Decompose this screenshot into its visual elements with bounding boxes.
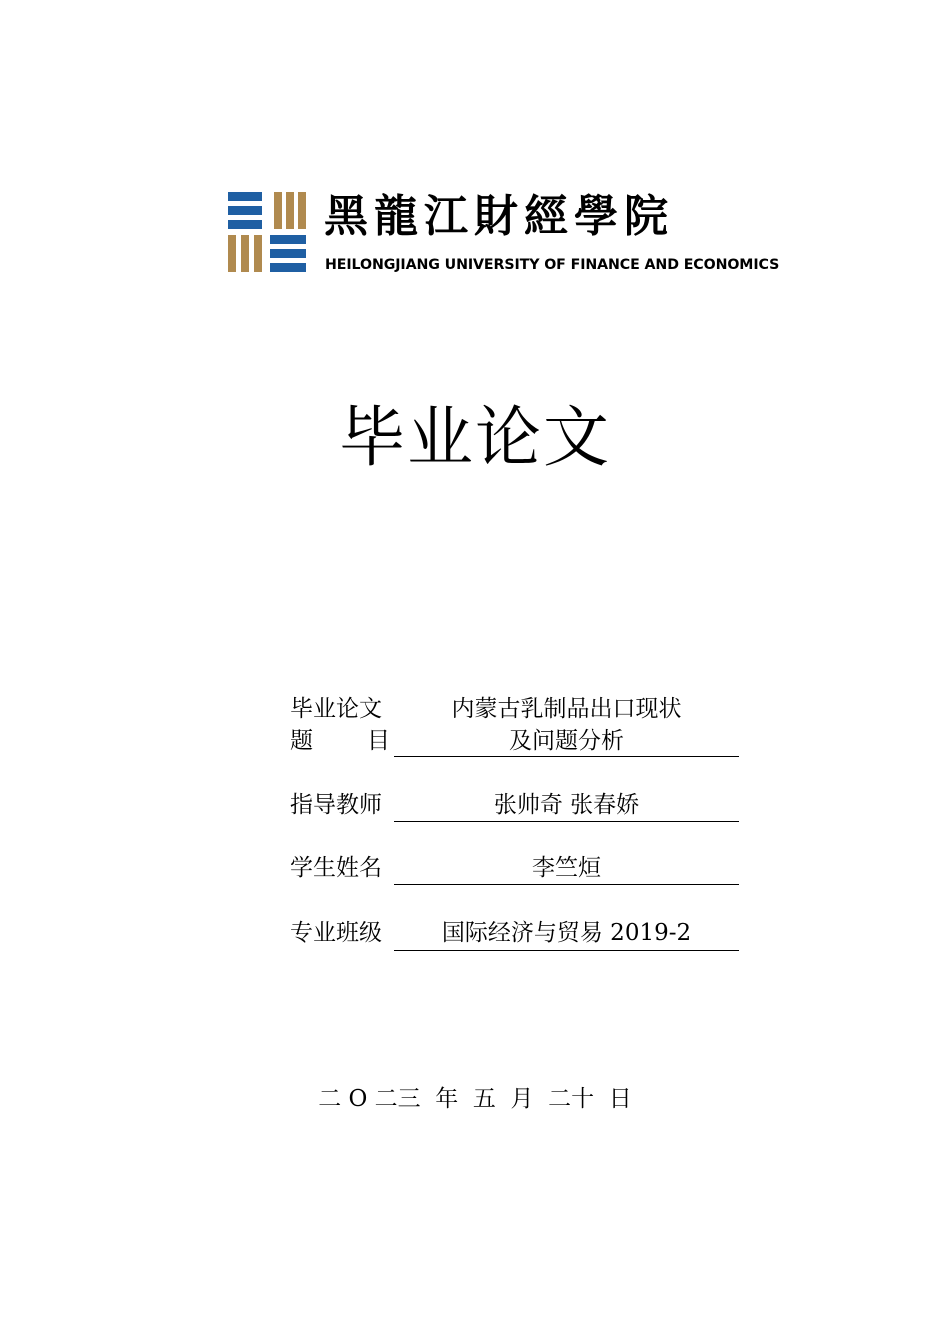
university-name-en: HEILONGJIANG UNIVERSITY OF FINANCE AND ECONOMICS <box>325 257 780 273</box>
thesis-title-underline <box>394 756 739 757</box>
advisor-value-box <box>394 790 739 822</box>
advisor-field <box>290 790 740 822</box>
student-underline <box>394 884 739 885</box>
class-value: 国际经济与贸易 2019-2 <box>441 920 692 946</box>
advisor-underline <box>394 821 739 822</box>
thesis-title-value-line1: 内蒙古乳制品出口现状 <box>451 696 682 722</box>
submission-date: 二 O 二三 年 五 月 二十 日 <box>318 1086 632 1112</box>
thesis-title-value <box>394 694 739 757</box>
student-value: 李竺烜 <box>532 855 601 881</box>
thesis-title-label-char-2: 目 <box>367 728 390 754</box>
university-name-cn: 黑龍江財經學院 <box>324 191 674 242</box>
thesis-title-value-line2: 及问题分析 <box>509 728 624 754</box>
thesis-title-field <box>290 694 740 757</box>
advisor-value: 张帅奇 张春娇 <box>493 792 640 818</box>
student-value-box <box>394 853 739 885</box>
university-emblem-icon <box>228 188 308 272</box>
university-logo <box>228 188 788 278</box>
class-underline <box>394 950 739 951</box>
thesis-title-label-char-1: 题 <box>290 728 313 754</box>
thesis-title-label-line2 <box>290 726 390 756</box>
document-title: 毕业论文 <box>339 399 611 476</box>
student-label: 学生姓名 <box>290 855 382 881</box>
advisor-label: 指导教师 <box>290 792 382 818</box>
student-field <box>290 853 740 885</box>
class-label: 专业班级 <box>290 920 382 946</box>
class-field <box>290 918 740 951</box>
thesis-title-label-line1: 毕业论文 <box>290 696 382 722</box>
class-value-box <box>394 918 739 951</box>
